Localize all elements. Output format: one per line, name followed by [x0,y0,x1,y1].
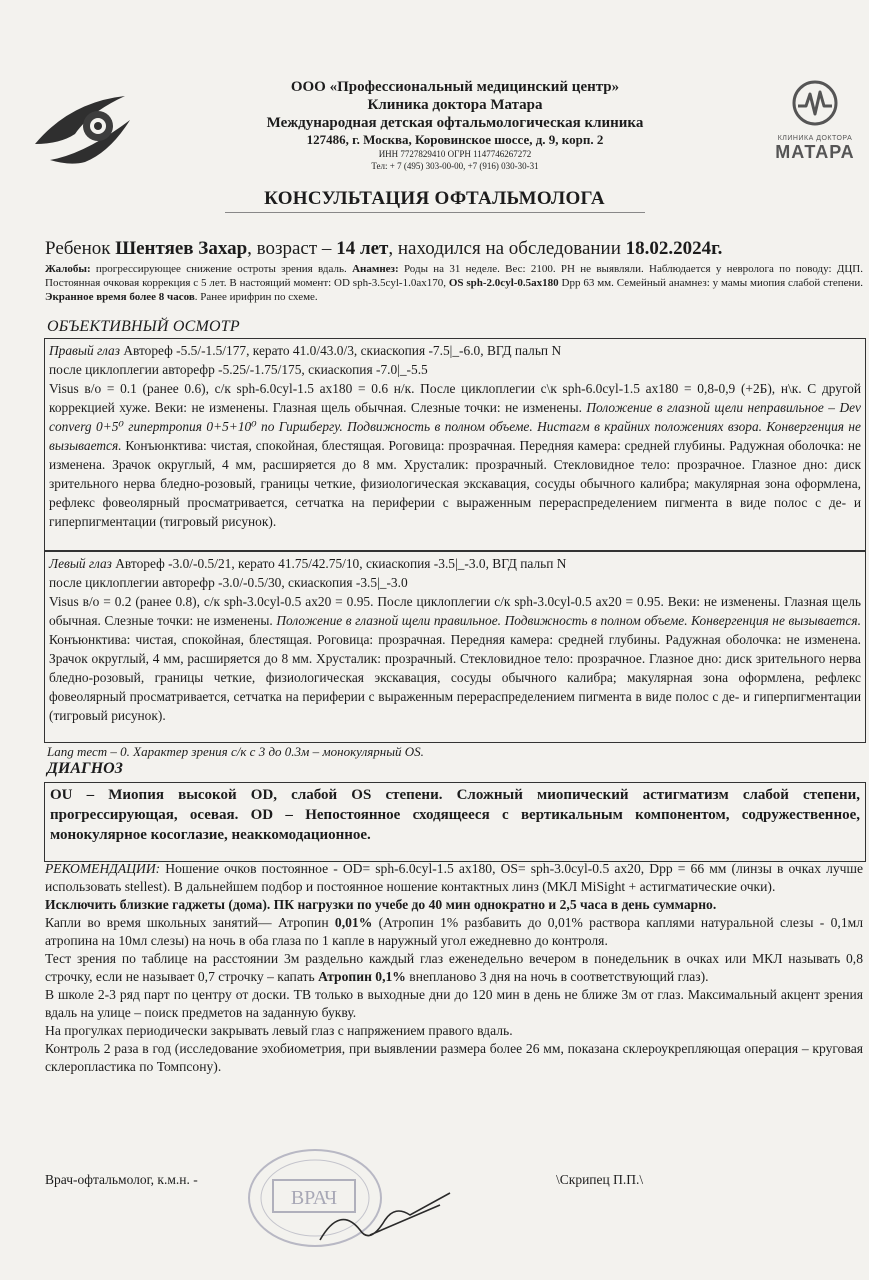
rec-vision-test-c: внепланово 3 дня на ночь в соответствующий глаз). [405,969,709,984]
right-eye-line1: Автореф -5.5/-1.5/177, керато 41.0/43.0/3, скиаскопия -7.5|_-6.0, ВГД пальп N [119,343,562,358]
recommendations [45,860,863,1076]
matara-logo [770,78,860,170]
patient-exam-prefix: , находился на обследовании [388,238,626,259]
left-eye-line2: после циклоплегии авторефр -3.0/-0.5/30, скиаскопия -3.5|_-3.0 [49,575,408,590]
rec-vision-test-dose: Атропин 0,1% [318,969,406,984]
complaints-label: Жалобы: [45,263,91,275]
recommendations-heading: РЕКОМЕНДАЦИИ: [45,861,161,876]
rec-control: Контроль 2 раза в год (исследование эхобиометрия, при выявлении размера более 26 мм, показана склероукрепляющая операция – круговая склеропластика по Томпсону). [45,1041,863,1074]
clinic-header [215,78,695,172]
right-eye-label: Правый глаз [49,343,120,358]
patient-line [45,238,865,260]
screen-time: Экранное время более 8 часов [45,291,195,303]
clinic-description: Международная детская офтальмологическая клиника [266,115,644,131]
patient-prefix: Ребенок [45,238,116,259]
left-eye-box [44,551,866,743]
left-eye-line1: Автореф -3.0/-0.5/21, керато 41.75/42.75/10, скиаскопия -3.5|_-3.0, ВГД пальп N [111,556,567,571]
rec-vision-test-a: Тест зрения по таблице на расстоянии 3м раздельно каждый глаз еженедельно вечером в понедельник в очках или МКЛ называть 0,8 строчку, если не называет 0,7 строчку – капать [45,951,863,984]
right-eye-box [44,338,866,551]
right-eye-position: Положение в глазной щели неправильное – Dev converg 0+5⁰ гипертропия 0+5+10⁰ по Гиршбергу. Подвижность в полном объеме. Нистагм в крайних положениях взора. Конвергенция не вызывается. [49,400,861,453]
logo-brand: МАТАРА [775,142,855,162]
lang-test-note: Lang тест – 0. Характер зрения с/к с 3 до 0.3м – монокулярный OS. [47,744,424,759]
handwritten-signature-icon [300,1185,470,1255]
complaints-anamnesis [45,262,863,304]
rec-gadgets: Исключить близкие гаджеты (дома). ПК нагрузки по учебе до 40 мин однократно и 2,5 часа в день суммарно. [45,897,717,912]
anamnesis-label: Анамнез: [352,263,399,275]
current-os-correction: OS sph-2.0cyl-0.5ax180 [448,277,559,289]
org-name: ООО «Профессиональный медицинский центр» [290,79,620,95]
left-eye-line3: Visus в/о = 0.2 (ранее 0.8), с/к sph-3.0cyl-0.5 ax20 = 0.95. После циклоплегии с/к sph-3.0cyl-0.5 ax20 = 0.95. Веки: не изменены. Глазная щель обычная. Слезные точки: не изменены. [49,594,861,628]
clinic-ids: ИНН 7727829410 ОГРН 1147746267272 [378,149,532,159]
rec-drops-a: Капли во время школьных занятий— Атропин [45,915,335,930]
right-eye-line2: после циклоплегии авторефр -5.25/-1.75/175, скиаскопия -7.0|_-5.5 [49,362,428,377]
left-eye-details: Конъюнктива: чистая, спокойная, блестящая. Роговица: прозрачная. Передняя камера: средней глубины. Радужная оболочка: не изменена. Зрачок округлый, 4 мм, расширяется до 8 мм. Хрусталик: прозрачный. Стекловидное тело: прозрачное. Глазное дно: диск зрительного нерва бледно-розовый, границы четкие, физиологическая экскавация, сосуды обычного калибра; макулярная зона оформлена, рефлекс фовеолярный просматривается, сетчатка на периферии с выраженным перераспределением пигмента в виде полос с де- и гиперпигментации (тигровый рисунок). [49,632,861,723]
clinic-name: Клиника доктора Матара [367,97,543,113]
diagnosis-text: OU – Миопия высокой OD, слабой OS степени. Сложный миопический астигматизм слабой степени, прогрессирующая, осевая. OD – Непостоянное сходящееся с вертикальным компонентом, содружественное, монокулярное косоглазие, неаккомодационное. [50,787,860,843]
anamnesis-text: Роды на 31 неделе. Вес: 2100. РН не выявляли. Наблюдается у невролога по поводу: ДЦП. Постоянная очковая коррекция с 5 лет. В настоящий момент: OD sph-3.5cyl-1.0ax170, [45,263,864,289]
signature-doctor-name: \Скрипец П.П.\ [556,1172,644,1187]
anamnesis-tail: Dpp 63 мм. Семейный анамнез: у мамы миопия слабой степени. [558,277,863,289]
clinic-phones: Тел: + 7 (495) 303-00-00, +7 (916) 030-30-31 [371,161,539,171]
patient-age-prefix: , возраст – [247,238,337,259]
complaints-text: прогрессирующее снижение остроты зрения вдаль. [90,263,353,275]
right-eye-line3: Visus в/о = 0.1 (ранее 0.6), с/к sph-6.0cyl-1.5 ax180 = 0.6 н/к. После циклоплегии с\к sph-6.0cyl-1.5 ax180 = 0,8-0,9 (+2Б), н\к. С другой коррекцией хуже. Веки: не изменены. Глазная щель обычная. Слезные точки: не изменены. [49,381,861,415]
patient-exam-date: 18.02.2024г. [625,238,723,259]
left-eye-position: Положение в глазной щели правильное. Подвижность в полном объеме. Конвергенция не вызывается. [276,613,861,628]
clinic-address: 127486, г. Москва, Коровинское шоссе, д. 9, корп. 2 [306,132,604,147]
rec-drops-dose: 0,01% [334,915,373,930]
diagnosis-box [44,782,866,862]
document-title: КОНСУЛЬТАЦИЯ ОФТАЛЬМОЛОГА [264,188,605,209]
rec-glasses: Ношение очков постоянное - OD= sph-6.0cyl-1.5 ax180, OS= sph-3.0cyl-0.5 ax20, Dpp = 66 мм (линзы в очках лучше использовать stellest). В дальнейшем подбор и постоянное ношение контактных линз (МКЛ MiSight + астигматические очки). [45,861,863,894]
objective-exam-heading: ОБЪЕКТИВНЫЙ ОСМОТР [47,318,240,335]
signature-role: Врач-офтальмолог, к.м.н. - [45,1172,198,1187]
logo-subtitle: КЛИНИКА ДОКТОРА [777,135,853,142]
left-eye-label: Левый глаз [49,556,112,571]
matara-logo-icon [790,78,840,128]
patient-age: 14 лет [336,238,389,259]
diagnosis-heading: ДИАГНОЗ [47,760,123,777]
clinic-eye-logo-icon [30,82,140,172]
stamp-text: ВРАЧ [290,1187,338,1209]
rec-walks: На прогулках периодически закрывать левый глаз с напряжением правого вдаль. [45,1023,513,1038]
rec-school: В школе 2-3 ряд парт по центру от доски. ТВ только в выходные дни до 120 мин в день не ближе 3м от глаз. Максимальный акцент зрения вдаль на улице – поиск предметов на заданную букву. [45,987,863,1020]
right-eye-details: Конъюнктива: чистая, спокойная, блестящая. Роговица: прозрачная. Передняя камера: средней глубины. Радужная оболочка: не изменена. Зрачок округлый, 4 мм, расширяется до 8 мм. Хрусталик: прозрачный. Стекловидное тело: прозрачное. Глазное дно: диск зрительного нерва бледно-розовый, границы четкие, физиологическая экскавация, сосуды обычного калибра; макулярная зона оформлена, рефлекс фовеолярный просматривается, сетчатка на периферии с выраженным перераспределением пигмента в виде полос с де- и гиперпигментации (тигровый рисунок). [49,438,861,529]
rec-drops-c: (Атропин 1% разбавить до 0,01% раствора каплями натуральной слезы - 0,1мл атропина на 10мл слезы) на ночь в оба глаза по 1 капле в наружный угол ежедневно до контроля. [45,915,864,948]
title-divider [225,212,645,213]
anamnesis-end: . Ранее ирифрин по схеме. [194,291,318,303]
patient-name: Шентяев Захар [115,238,248,259]
